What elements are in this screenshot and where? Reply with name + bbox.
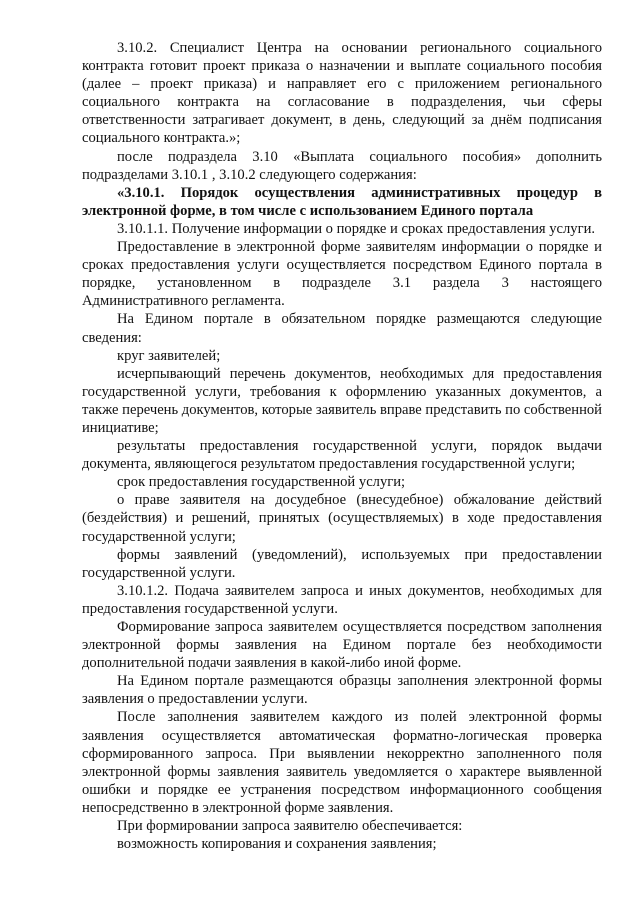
paragraph-3-10-2: 3.10.2. Специалист Центра на основании регионального социального контракта готовит проект приказа о назначении и выплате социального пособия (далее – проект приказа) и направляет его с приложением регионального социального контракта на согласование в подразделения, чьи сферы ответственности затрагивает документ, в день, следующий за днём подписания социального контракта.»; (82, 40, 602, 147)
list-item-documents: исчерпывающий перечень документов, необходимых для предоставления государственной услуги, требования к оформлению указанных документов, а также перечень документов, которые заявитель вправе представить по собственной инициативе; (82, 365, 602, 436)
paragraph-amendment-intro: после подраздела 3.10 «Выплата социального пособия» дополнить подразделами 3.10.1 , 3.10.2 следующего содержания: (82, 148, 602, 183)
list-item-applicants: круг заявителей; (117, 347, 221, 364)
list-item-results: результаты предоставления государственной услуги, порядок выдачи документа, являющегося результатом предоставления государственной услуги; (82, 438, 602, 473)
section-heading-3-10-1: «3.10.1. Порядок осуществления административных процедур в электронной форме, в том числе с использованием Единого портала (82, 184, 602, 219)
list-item-term: срок предоставления государственной услуги; (117, 474, 406, 491)
list-item-appeal: о праве заявителя на досудебное (внесудебное) обжалование действий (бездействия) и решений, принятых (осуществляемых) в ходе предоставления государственной услуги; (82, 492, 602, 545)
list-item-copy-save: возможность копирования и сохранения заявления; (117, 836, 437, 853)
paragraph-3-10-1-1: 3.10.1.1. Получение информации о порядке и сроках предоставления услуги. (117, 220, 596, 237)
paragraph-provided-intro: При формировании запроса заявителю обеспечивается: (117, 818, 463, 835)
paragraph-electronic-info: Предоставление в электронной форме заявителям информации о порядке и сроках предоставления услуги осуществляется посредством Единого портала в порядке, установленном в подразделе 3.1 раздела 3 настоящего Административного регламента. (82, 239, 602, 310)
document-body (82, 39, 602, 853)
paragraph-samples: На Едином портале размещаются образцы заполнения электронной формы заявления о предоставлении услуги. (82, 673, 602, 708)
paragraph-validation: После заполнения заявителем каждого из полей электронной формы заявления осуществляется автоматическая форматно-логическая проверка сформированного запроса. При выявлении некорректно заполненного поля электронной формы заявления заявитель уведомляется о характере выявленной ошибки и порядке ее устранения посредством информационного сообщения непосредственно в электронной форме заявления. (82, 709, 602, 816)
list-item-forms: формы заявлений (уведомлений), используемых при предоставлении государственной услуги. (82, 546, 602, 581)
paragraph-3-10-1-2: 3.10.1.2. Подача заявителем запроса и иных документов, необходимых для предоставления государственной услуги. (82, 582, 602, 617)
paragraph-portal-info-intro: На Едином портале в обязательном порядке размещаются следующие сведения: (82, 311, 602, 346)
paragraph-request-forming: Формирование запроса заявителем осуществляется посредством заполнения электронной формы заявления на Едином портале без необходимости дополнительной подачи заявления в какой-либо иной форме. (82, 619, 602, 672)
